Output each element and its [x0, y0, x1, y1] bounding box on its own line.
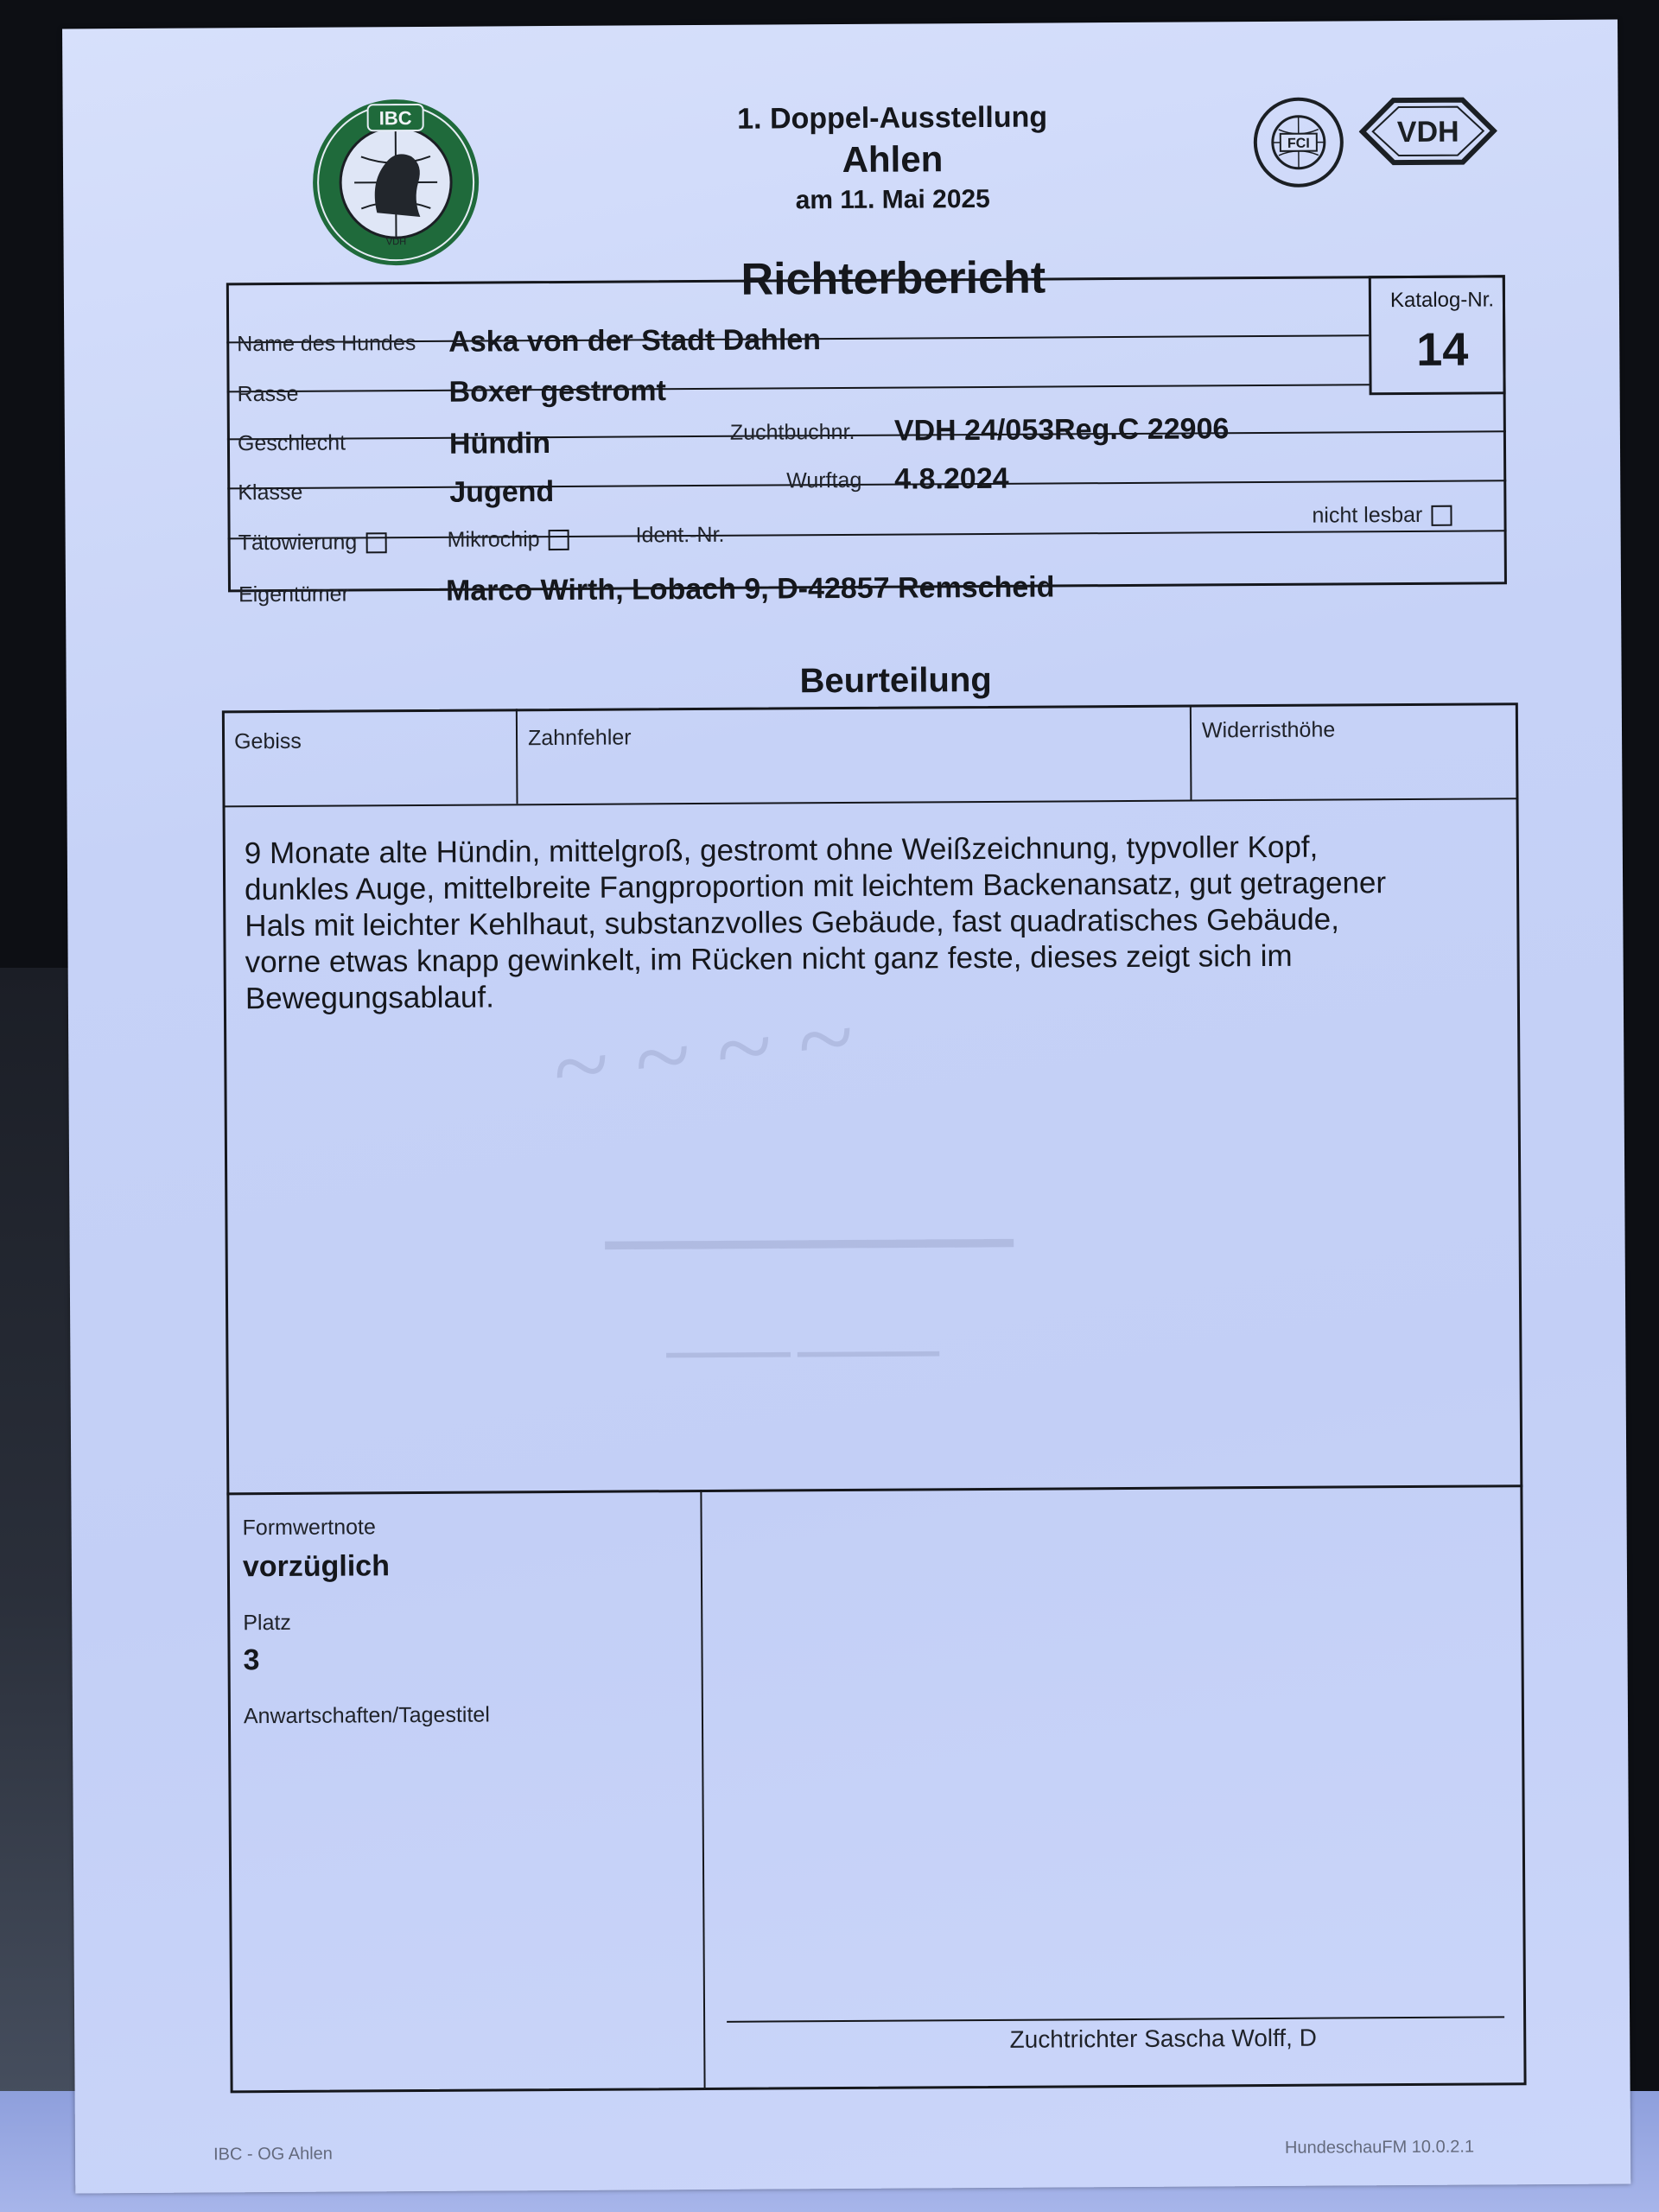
assessment-title: Beurteilung: [799, 660, 992, 701]
dog-data-table: [226, 275, 1507, 592]
report-line: vorne etwas knapp gewinkelt, im Rücken nicht ganz feste, dieses zeigt sich im: [245, 938, 1293, 980]
tattoo-label: Tätowierung: [238, 530, 358, 556]
sex-label: Geschlecht: [237, 430, 346, 456]
breed-label: Rasse: [237, 381, 299, 407]
report-title: Richterbericht: [741, 252, 1046, 305]
catalog-number-value: 14: [1416, 323, 1469, 376]
ibc-logo-inner: VDH: [385, 237, 407, 248]
studbook-label: Zuchtbuchnr.: [729, 419, 855, 445]
report-line: Bewegungsablauf.: [245, 980, 494, 1016]
class-value: Jugend: [449, 475, 555, 509]
show-date: am 11. Mai 2025: [795, 184, 990, 215]
vdh-logo-text: VDH: [1396, 115, 1459, 149]
breed-value: Boxer gestromt: [448, 374, 666, 409]
fci-logo-icon: [1251, 94, 1347, 190]
grade-label: Formwertnote: [242, 1515, 376, 1541]
titles-label: Anwartschaften/Tagestitel: [243, 1702, 490, 1729]
dog-name-label: Name des Hundes: [237, 331, 416, 357]
catalog-number-label: Katalog-Nr.: [1389, 288, 1495, 313]
microchip-label: Mikrochip: [447, 527, 540, 552]
show-title: 1. Doppel-Ausstellung: [737, 100, 1048, 136]
tattoo-field: [238, 530, 387, 556]
footer-right: HundeschauFM 10.0.2.1: [1284, 2137, 1475, 2158]
microchip-checkbox[interactable]: [549, 530, 569, 550]
owner-label: Eigentümer: [238, 582, 349, 607]
footer-left: IBC - OG Ahlen: [213, 2144, 333, 2164]
unreadable-field: [1312, 503, 1452, 529]
report-line: Hals mit leichter Kehlhaut, substanzvolles Gebäude, fast quadratisches Gebäude,: [245, 902, 1340, 944]
show-through-decoration: ━━━━━━━ ━━━━━━━━: [666, 1338, 940, 1373]
birth-date-value: 4.8.2024: [894, 461, 1009, 496]
background-dark-left: [0, 968, 78, 2212]
fci-logo-text: FCI: [1287, 136, 1310, 151]
place-label: Platz: [243, 1610, 291, 1636]
unreadable-label: nicht lesbar: [1312, 502, 1423, 528]
show-location: Ahlen: [842, 138, 944, 180]
ident-number-label: Ident.-Nr.: [635, 522, 725, 548]
owner-value: Marco Wirth, Lobach 9, D-42857 Remscheid: [445, 570, 1055, 607]
birth-date-label: Wurftag: [786, 467, 862, 493]
withers-height-label: Widerristhöhe: [1201, 717, 1336, 743]
sex-value: Hündin: [448, 427, 551, 461]
judge-report-sheet: [62, 20, 1630, 2194]
show-through-decoration: ~ ~ ~ ~: [546, 978, 861, 1126]
place-value: 3: [243, 1643, 260, 1677]
tattoo-checkbox[interactable]: [365, 533, 386, 554]
dog-name-value: Aska von der Stadt Dahlen: [448, 323, 822, 359]
judge-report-text: [245, 828, 1559, 1017]
class-label: Klasse: [238, 480, 303, 505]
report-line: 9 Monate alte Hündin, mittelgroß, gestromt ohne Weißzeichnung, typvoller Kopf,: [244, 830, 1319, 871]
report-line: dunkles Auge, mittelbreite Fangproportion mit leichtem Backenansatz, gut getragener: [244, 866, 1387, 907]
tooth-faults-label: Zahnfehler: [527, 725, 632, 751]
ibc-logo-text: IBC: [378, 107, 412, 130]
teeth-label: Gebiss: [233, 728, 302, 754]
vdh-logo-icon: [1359, 96, 1497, 166]
unreadable-checkbox[interactable]: [1431, 505, 1452, 526]
studbook-value: VDH 24/053Reg.C 22906: [893, 412, 1230, 448]
judge-signature: Zuchtrichter Sascha Wolff, D: [1009, 2024, 1317, 2053]
grade-value: vorzüglich: [242, 1549, 391, 1584]
ibc-logo-icon: [309, 96, 483, 270]
show-through-decoration: ━━━━━━━━━━━━━━: [605, 1217, 1014, 1274]
show-header: [512, 99, 1274, 217]
microchip-field: [448, 527, 569, 553]
